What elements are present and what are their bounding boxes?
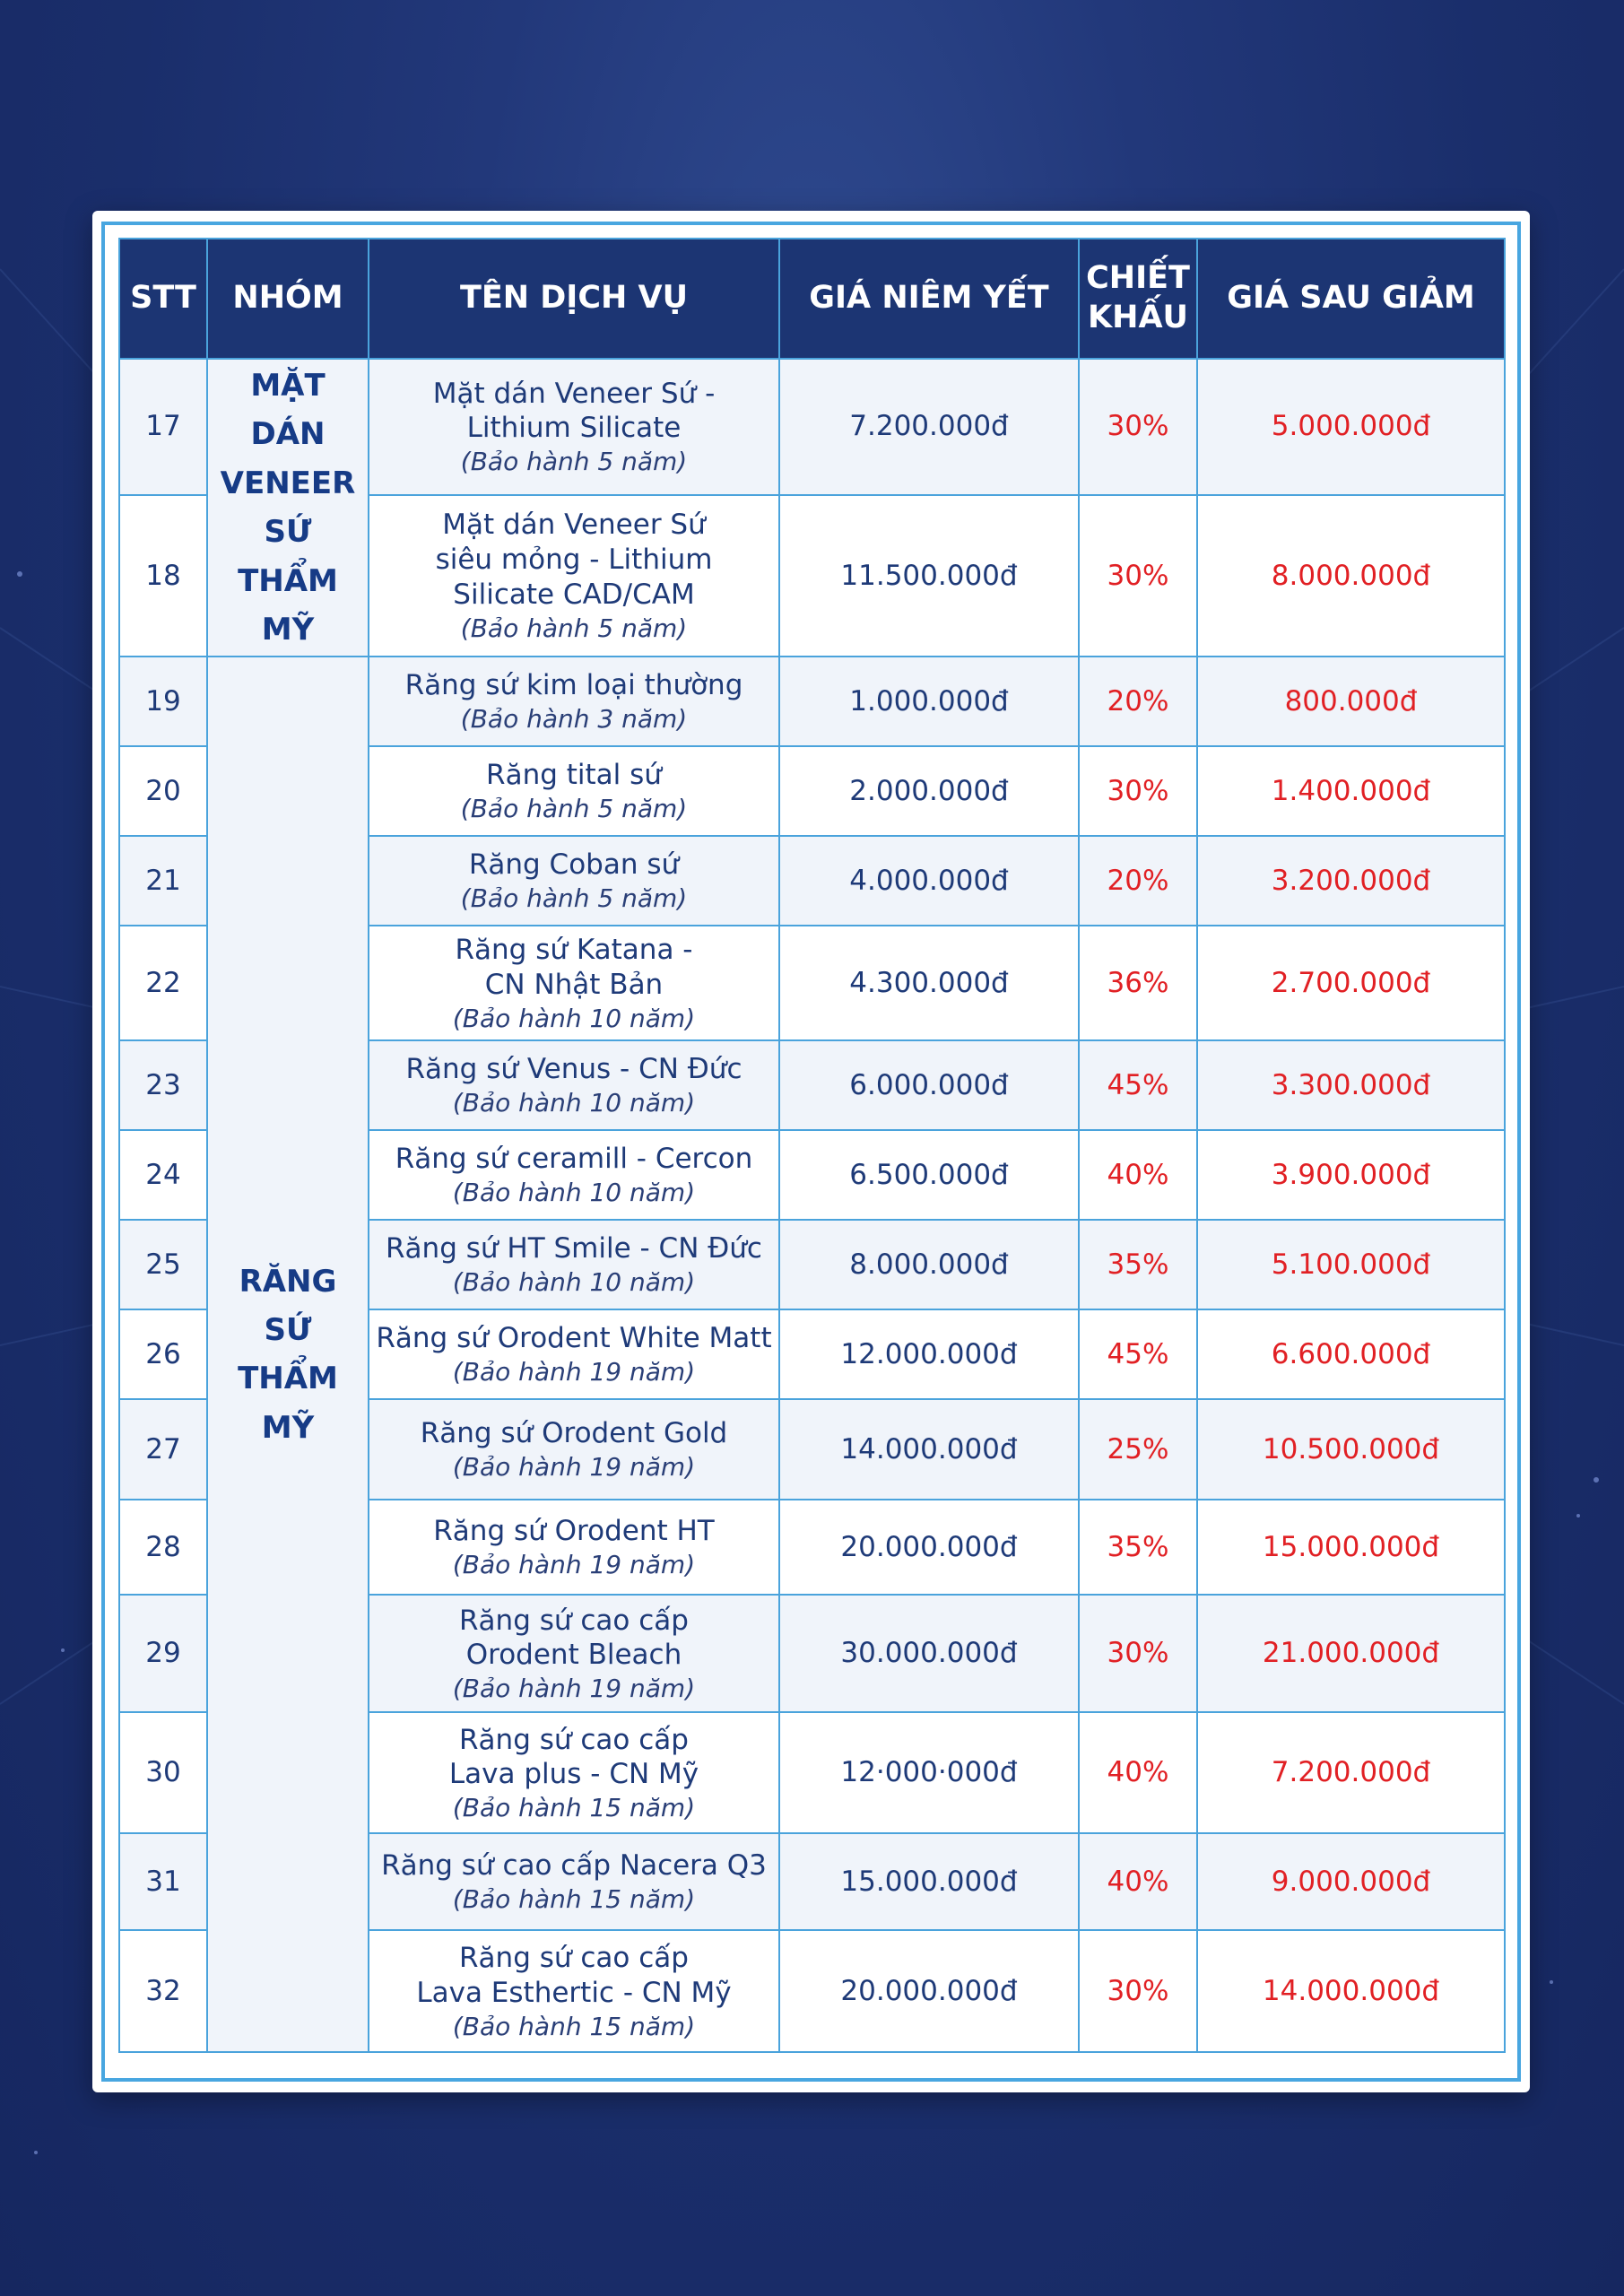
final-price: 14.000.000đ <box>1197 1930 1505 2052</box>
service-name-line: Răng sứ Venus - CN Đức <box>405 1053 743 1086</box>
discount: 30% <box>1079 1930 1197 2052</box>
service-name-line: Lava Esthertic - CN Mỹ <box>416 1976 732 2009</box>
row-stt: 31 <box>119 1833 207 1930</box>
group-line: SỨ <box>264 1311 312 1348</box>
list-price: 7.200.000đ <box>779 359 1079 495</box>
final-price: 21.000.000đ <box>1197 1595 1505 1712</box>
service-name-line: Răng sứ ceramill - Cercon <box>395 1143 753 1176</box>
service-name <box>369 1833 779 1930</box>
service-name <box>369 359 779 495</box>
list-price: 20.000.000đ <box>779 1500 1079 1595</box>
group-line: MỸ <box>261 611 315 648</box>
service-name <box>369 1930 779 2052</box>
service-name-line: Răng sứ HT Smile - CN Đức <box>386 1232 762 1265</box>
discount: 30% <box>1079 359 1197 495</box>
service-name-line: Mặt dán Veneer Sứ <box>442 509 706 542</box>
col-header-group: NHÓM <box>207 239 369 359</box>
col-header-final-price: GIÁ SAU GIẢM <box>1197 239 1505 359</box>
list-price: 15.000.000đ <box>779 1833 1079 1930</box>
discount: 30% <box>1079 1595 1197 1712</box>
row-stt: 26 <box>119 1309 207 1399</box>
warranty-text: (Bảo hành 5 năm) <box>460 883 688 914</box>
row-stt: 29 <box>119 1595 207 1712</box>
discount: 30% <box>1079 495 1197 657</box>
final-price: 7.200.000đ <box>1197 1712 1505 1833</box>
discount: 30% <box>1079 746 1197 836</box>
row-stt: 25 <box>119 1220 207 1309</box>
discount: 40% <box>1079 1130 1197 1220</box>
final-price: 3.200.000đ <box>1197 836 1505 926</box>
discount: 20% <box>1079 657 1197 746</box>
service-name-line: siêu mỏng - Lithium <box>435 544 713 577</box>
row-stt: 23 <box>119 1040 207 1130</box>
row-stt: 19 <box>119 657 207 746</box>
row-stt: 27 <box>119 1399 207 1500</box>
row-stt: 24 <box>119 1130 207 1220</box>
price-card <box>92 211 1530 2092</box>
service-name-line: Răng sứ cao cấp Nacera Q3 <box>381 1849 767 1883</box>
list-price: 12·000·000đ <box>779 1712 1079 1833</box>
discount: 36% <box>1079 926 1197 1040</box>
col-header-stt: STT <box>119 239 207 359</box>
service-name <box>369 1130 779 1220</box>
warranty-text: (Bảo hành 15 năm) <box>452 1884 696 1915</box>
final-price: 6.600.000đ <box>1197 1309 1505 1399</box>
warranty-text: (Bảo hành 5 năm) <box>460 447 688 477</box>
warranty-text: (Bảo hành 10 năm) <box>452 1003 696 1033</box>
service-name <box>369 1309 779 1399</box>
service-name-line: Răng sứ cao cấp <box>459 1942 689 1975</box>
service-name <box>369 657 779 746</box>
service-name <box>369 1399 779 1500</box>
final-price: 8.000.000đ <box>1197 495 1505 657</box>
discount-header-line2: KHẤU <box>1088 300 1188 335</box>
service-name-line: Orodent Bleach <box>465 1639 682 1672</box>
list-price: 11.500.000đ <box>779 495 1079 657</box>
service-name-line: CN Nhật Bản <box>484 968 664 1001</box>
warranty-text: (Bảo hành 10 năm) <box>452 1088 696 1118</box>
final-price: 5.100.000đ <box>1197 1220 1505 1309</box>
discount: 40% <box>1079 1833 1197 1930</box>
discount: 35% <box>1079 1220 1197 1309</box>
service-name <box>369 1220 779 1309</box>
service-name <box>369 1595 779 1712</box>
service-name-line: Răng sứ Katana - <box>455 934 693 967</box>
final-price: 3.900.000đ <box>1197 1130 1505 1220</box>
final-price: 5.000.000đ <box>1197 359 1505 495</box>
group-porcelain-crowns <box>207 657 369 2052</box>
warranty-text: (Bảo hành 15 năm) <box>452 1793 696 1823</box>
group-line: RĂNG <box>239 1263 337 1300</box>
warranty-text: (Bảo hành 5 năm) <box>460 794 688 824</box>
discount: 45% <box>1079 1309 1197 1399</box>
col-header-discount <box>1079 239 1197 359</box>
table-row <box>119 359 1505 495</box>
list-price: 6.000.000đ <box>779 1040 1079 1130</box>
price-table <box>118 238 1506 2053</box>
list-price: 4.000.000đ <box>779 836 1079 926</box>
row-stt: 30 <box>119 1712 207 1833</box>
warranty-text: (Bảo hành 19 năm) <box>452 1452 696 1483</box>
service-name-line: Răng Coban sứ <box>468 848 680 882</box>
service-name-line: Mặt dán Veneer Sứ - <box>432 377 716 410</box>
service-name <box>369 1712 779 1833</box>
warranty-text: (Bảo hành 10 năm) <box>452 1178 696 1208</box>
final-price: 3.300.000đ <box>1197 1040 1505 1130</box>
row-stt: 28 <box>119 1500 207 1595</box>
discount: 35% <box>1079 1500 1197 1595</box>
discount: 40% <box>1079 1712 1197 1833</box>
service-name-line: Răng sứ kim loại thường <box>404 669 743 702</box>
service-name <box>369 746 779 836</box>
service-name-line: Răng sứ Orodent Gold <box>420 1417 728 1450</box>
final-price: 2.700.000đ <box>1197 926 1505 1040</box>
group-line: SỨ THẨM <box>238 514 338 599</box>
row-stt: 21 <box>119 836 207 926</box>
list-price: 1.000.000đ <box>779 657 1079 746</box>
warranty-text: (Bảo hành 19 năm) <box>452 1550 696 1580</box>
group-line: MẶT DÁN <box>250 368 326 453</box>
final-price: 10.500.000đ <box>1197 1399 1505 1500</box>
final-price: 15.000.000đ <box>1197 1500 1505 1595</box>
row-stt: 32 <box>119 1930 207 2052</box>
row-stt: 20 <box>119 746 207 836</box>
discount: 20% <box>1079 836 1197 926</box>
row-stt: 17 <box>119 359 207 495</box>
service-name <box>369 836 779 926</box>
service-name <box>369 495 779 657</box>
final-price: 800.000đ <box>1197 657 1505 746</box>
service-name-line: Lava plus - CN Mỹ <box>448 1758 699 1791</box>
row-stt: 22 <box>119 926 207 1040</box>
col-header-list-price: GIÁ NIÊM YẾT <box>779 239 1079 359</box>
warranty-text: (Bảo hành 3 năm) <box>460 704 688 735</box>
list-price: 2.000.000đ <box>779 746 1079 836</box>
list-price: 14.000.000đ <box>779 1399 1079 1500</box>
service-name-line: Silicate CAD/CAM <box>453 578 695 611</box>
header-row <box>119 239 1505 359</box>
row-stt: 18 <box>119 495 207 657</box>
table-row <box>119 657 1505 746</box>
group-veneer <box>207 359 369 657</box>
warranty-text: (Bảo hành 19 năm) <box>452 1357 696 1387</box>
final-price: 9.000.000đ <box>1197 1833 1505 1930</box>
discount: 45% <box>1079 1040 1197 1130</box>
list-price: 20.000.000đ <box>779 1930 1079 2052</box>
warranty-text: (Bảo hành 15 năm) <box>452 2011 696 2041</box>
service-name <box>369 926 779 1040</box>
service-name-line: Lithium Silicate <box>466 412 682 445</box>
service-name <box>369 1500 779 1595</box>
list-price: 8.000.000đ <box>779 1220 1079 1309</box>
group-line: MỸ <box>261 1409 315 1446</box>
warranty-text: (Bảo hành 19 năm) <box>452 1674 696 1704</box>
list-price: 12.000.000đ <box>779 1309 1079 1399</box>
final-price: 1.400.000đ <box>1197 746 1505 836</box>
col-header-service: TÊN DỊCH VỤ <box>369 239 779 359</box>
service-name-line: Răng sứ cao cấp <box>459 1604 689 1637</box>
service-name-line: Răng sứ cao cấp <box>459 1723 689 1756</box>
warranty-text: (Bảo hành 5 năm) <box>460 613 688 643</box>
discount-header-line1: CHIẾT <box>1086 260 1190 297</box>
warranty-text: (Bảo hành 10 năm) <box>452 1267 696 1298</box>
service-name-line: Răng sứ Orodent HT <box>433 1515 715 1548</box>
list-price: 4.300.000đ <box>779 926 1079 1040</box>
group-line: THẨM <box>238 1361 338 1397</box>
service-name-line: Răng sứ Orodent White Matt <box>376 1322 772 1355</box>
group-line: VENEER <box>220 465 356 501</box>
discount: 25% <box>1079 1399 1197 1500</box>
list-price: 30.000.000đ <box>779 1595 1079 1712</box>
list-price: 6.500.000đ <box>779 1130 1079 1220</box>
service-name <box>369 1040 779 1130</box>
service-name-line: Răng tital sứ <box>486 759 662 792</box>
